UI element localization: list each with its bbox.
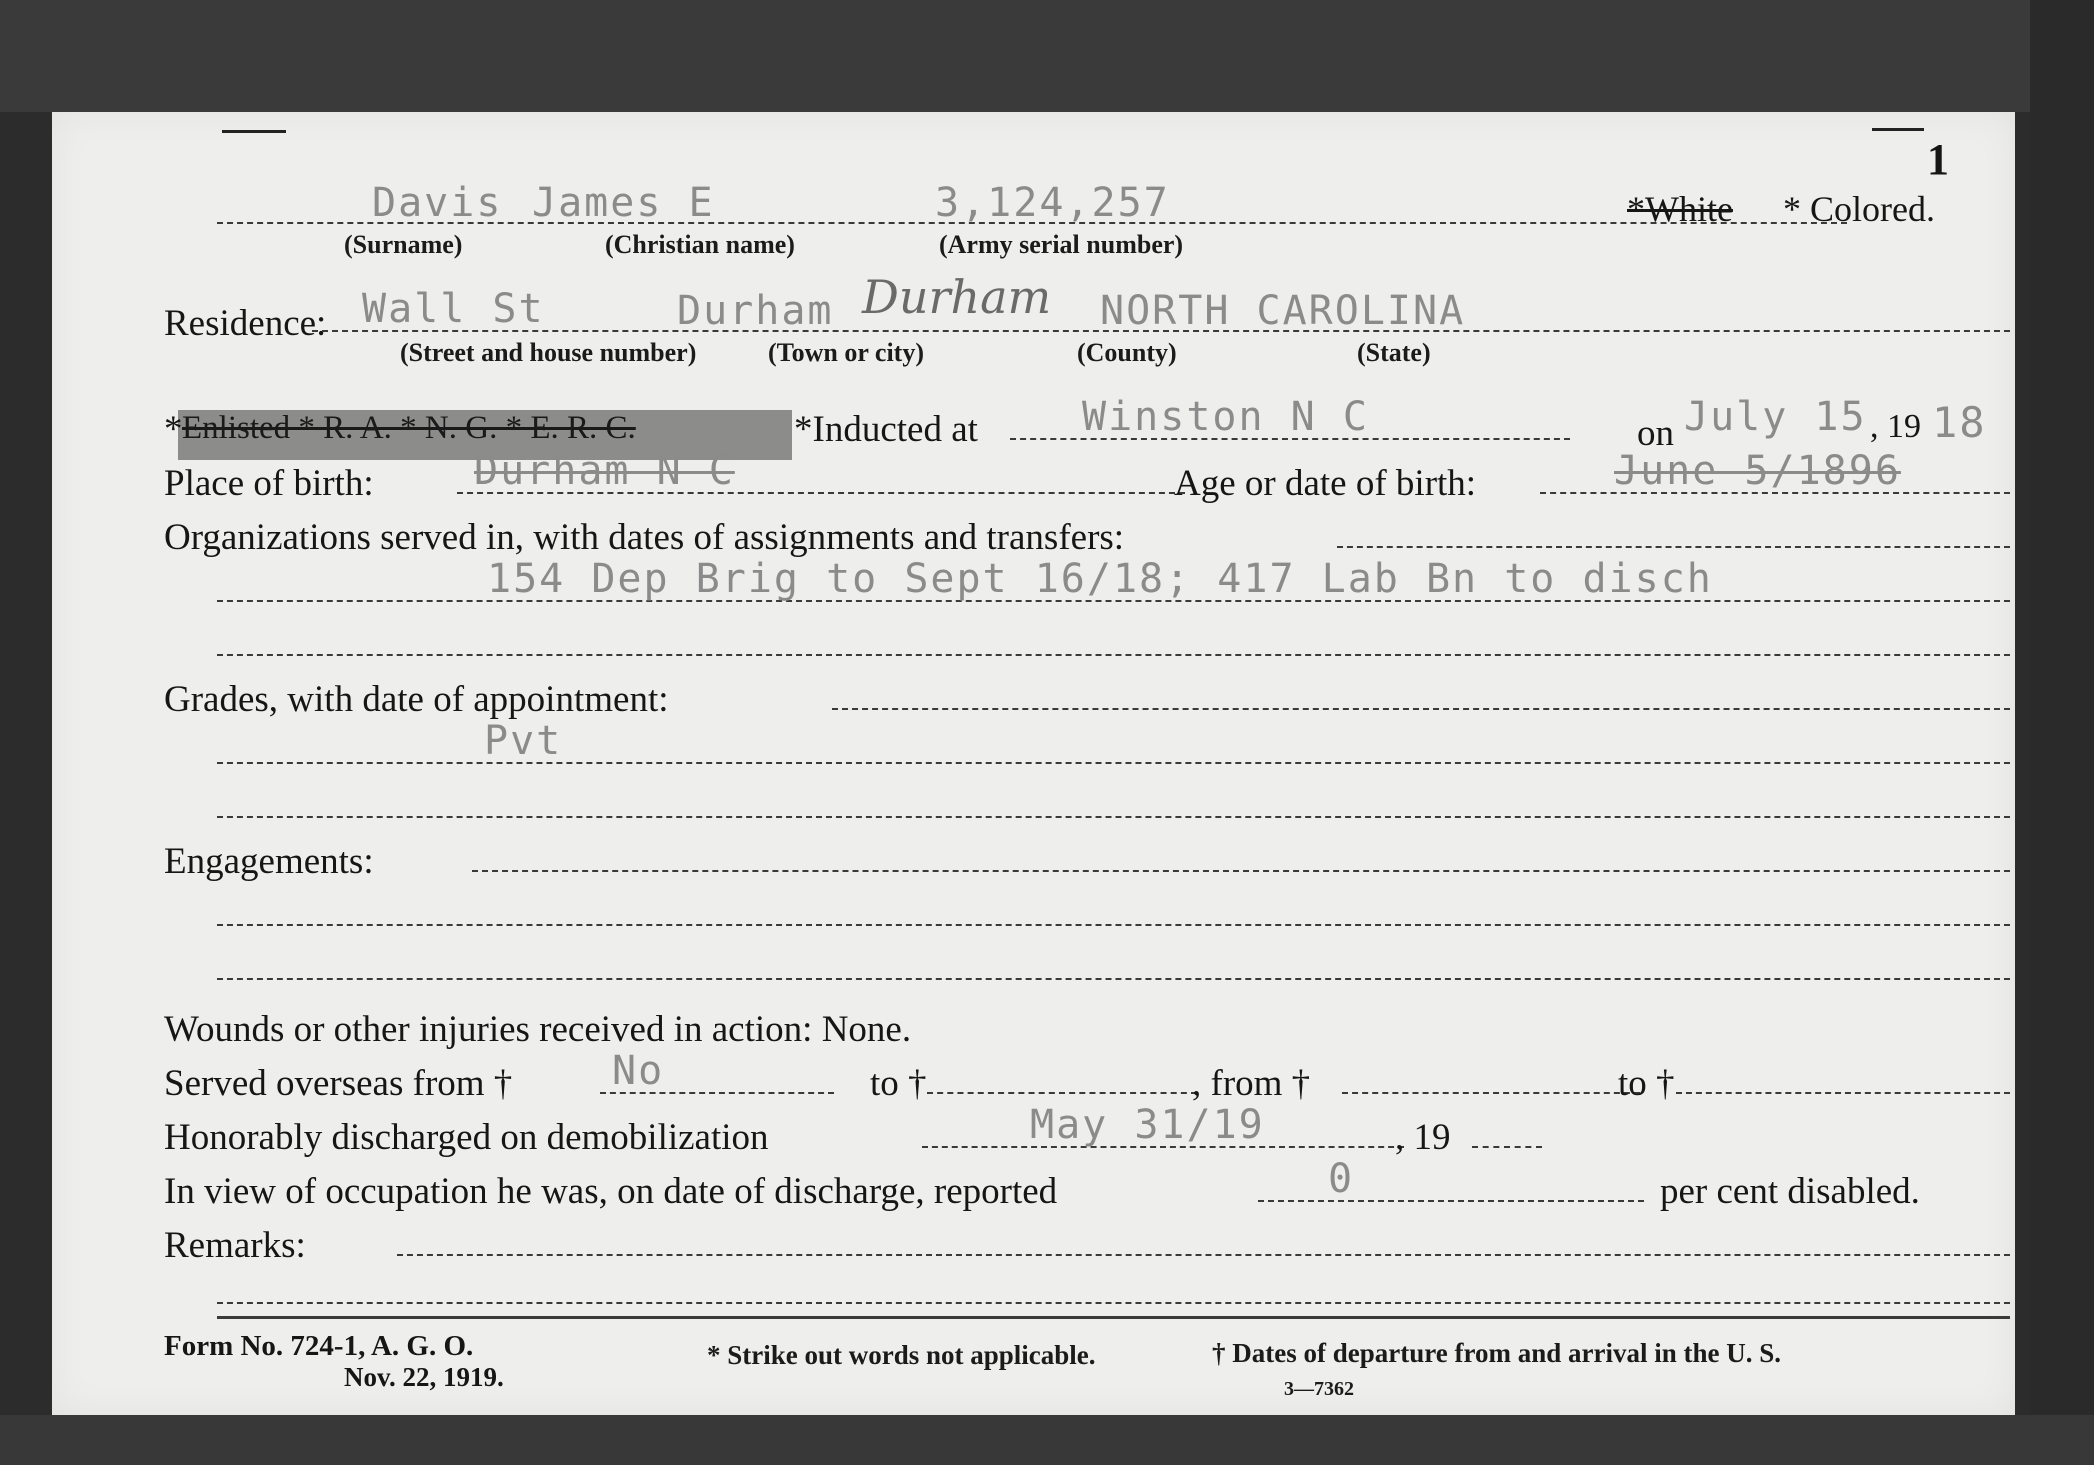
year-suffix: 18 [1932,398,1987,447]
inducted-label: *Inducted at [794,409,978,450]
form-date: Nov. 22, 1919. [344,1362,504,1392]
town-value: Durham [677,288,834,334]
organizations-line-1 [1337,546,2010,548]
surname-value: Davis [372,180,503,226]
on-label: on [1637,413,1674,454]
race-colored: * Colored. [1783,189,1935,229]
to-label-2: to † [1618,1063,1675,1104]
organizations-label: Organizations served in, with dates of assignments and transfers: [164,517,1125,558]
footer-rule [217,1316,2010,1319]
year-prefix: , 19 [1870,408,1921,445]
enlisted-prefix: * [164,409,183,450]
discharge-year-line [1472,1146,1542,1148]
overseas-to-line [927,1092,1197,1094]
age-label: Age or date of birth: [1174,463,1477,504]
birth-date-value: June 5/1896 [1614,448,1901,494]
christian-name-caption: (Christian name) [605,230,795,259]
background-bottom [0,1415,2094,1465]
town-caption: (Town or city) [768,338,924,367]
serial-number-value: 3,124,257 [935,180,1170,226]
card-number: 1 [1927,135,1949,184]
engagements-line-3 [217,978,2010,980]
engagements-line-1 [472,870,2010,872]
overseas-value: No [612,1048,665,1094]
dates-note: † Dates of departure from and arrival in the U. S. [1212,1338,1781,1368]
discharge-label: Honorably discharged on demobilization [164,1117,769,1158]
grades-label: Grades, with date of appointment: [164,679,669,720]
overseas-label: Served overseas from † [164,1063,513,1104]
disabled-value: 0 [1328,1156,1355,1202]
wounds-label: Wounds or other injuries received in action: None. [164,1009,912,1050]
street-caption: (Street and house number) [400,338,697,367]
county-value: Durham [862,270,1052,324]
remarks-line-1 [397,1254,2010,1256]
remarks-label: Remarks: [164,1225,306,1266]
disabled-line [1258,1200,1644,1202]
inducted-place: Winston N C [1082,394,1369,440]
background-right [2030,0,2094,1465]
engagements-label: Engagements: [164,841,374,882]
grades-line-3 [217,816,2010,818]
state-value: NORTH CAROLINA [1100,288,1466,334]
race-white: *White [1627,189,1733,229]
disabled-suffix: per cent disabled. [1660,1171,1920,1212]
from-label: , from † [1192,1063,1311,1104]
top-left-rule [222,130,286,133]
inducted-date: July 15 [1684,394,1867,440]
top-right-rule [1872,128,1924,131]
birth-place-label: Place of birth: [164,463,374,504]
christian-name-value: James E [532,180,715,226]
state-caption: (State) [1357,338,1431,367]
discharge-year: , 19 [1395,1117,1451,1158]
county-caption: (County) [1077,338,1177,367]
print-code: 3—7362 [1284,1378,1354,1400]
overseas-to2-line [1676,1092,2010,1094]
grades-value: Pvt [484,718,563,764]
occupation-label: In view of occupation he was, on date of discharge, reported [164,1171,1058,1212]
grades-line-1 [832,708,2010,710]
birth-place-value: Durham N C [474,448,735,494]
organizations-value: 154 Dep Brig to Sept 16/18; 417 Lab Bn to disch [487,556,1713,602]
street-value: Wall St [362,286,545,332]
service-record-card [52,112,2015,1415]
overseas-from2-line [1342,1092,1640,1094]
enlisted-options: Enlisted * R. A. * N. G. * E. R. C. [182,410,636,446]
remarks-line-2 [217,1302,2010,1304]
to-label-1: to † [870,1063,927,1104]
background-top [0,0,2094,112]
strike-note: * Strike out words not applicable. [707,1340,1096,1370]
discharge-date: May 31/19 [1030,1102,1265,1148]
serial-number-caption: (Army serial number) [939,230,1184,259]
form-number: Form No. 724-1, A. G. O. [164,1330,474,1362]
surname-caption: (Surname) [344,230,463,259]
residence-label: Residence: [164,303,327,344]
engagements-line-2 [217,924,2010,926]
organizations-line-3 [217,654,2010,656]
